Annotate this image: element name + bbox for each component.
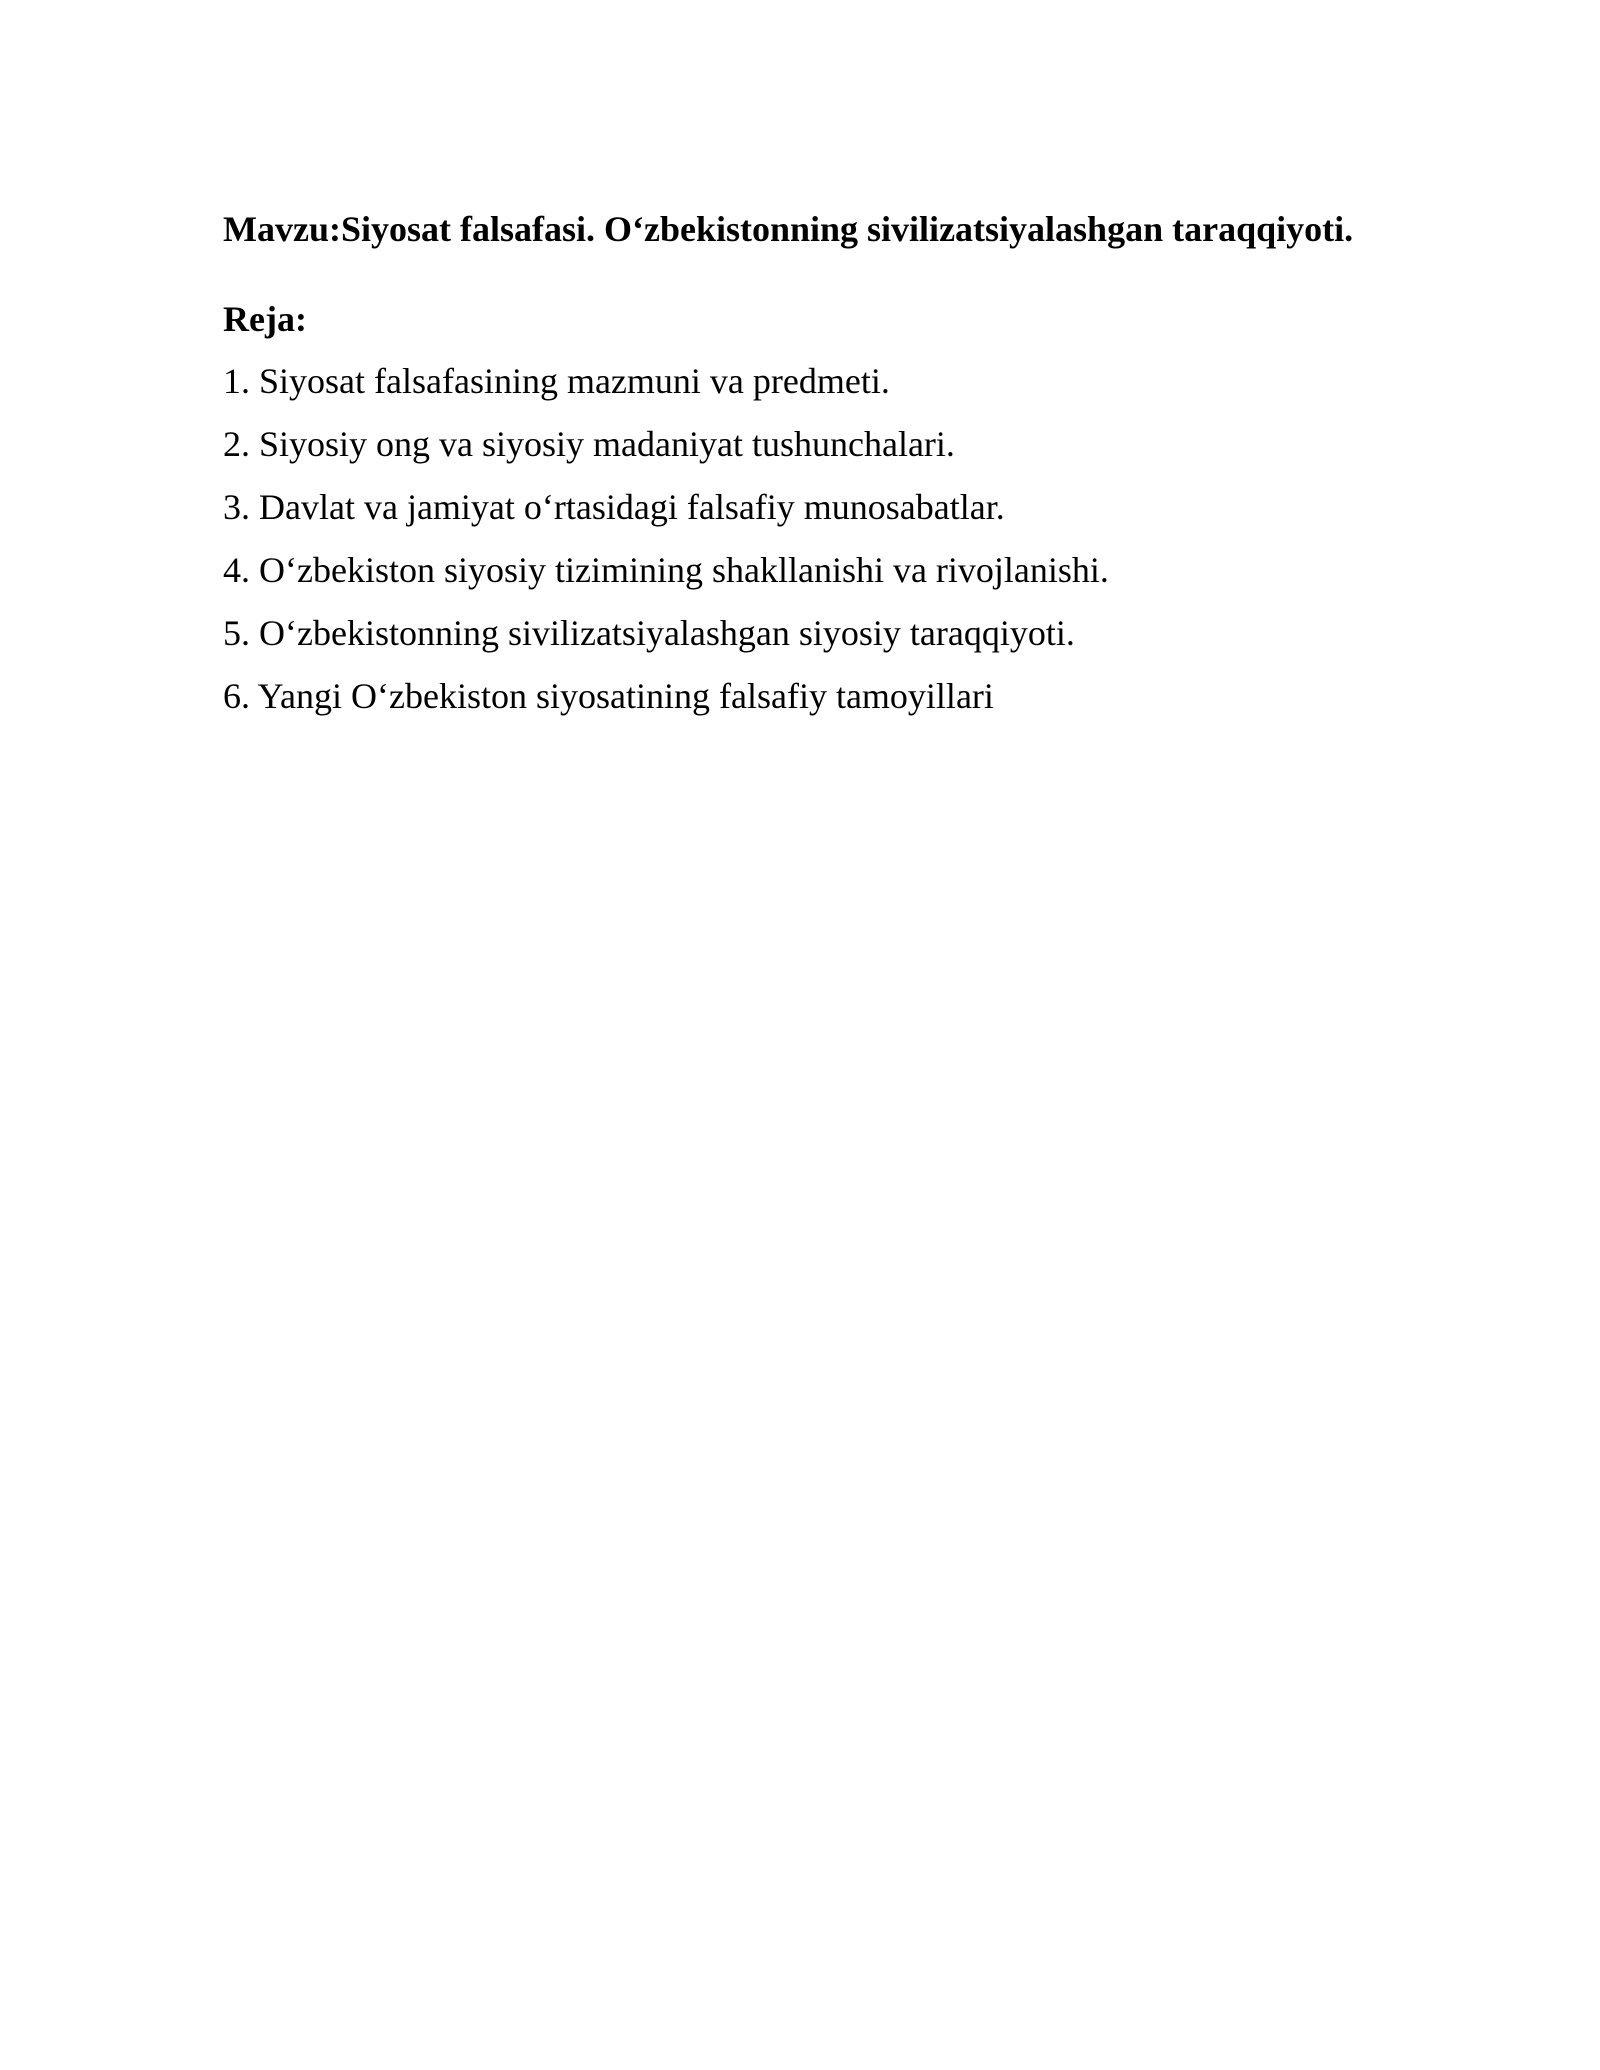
plan-item-6: 6. Yangi O‘zbekiston siyosatining falsafiy tamoyillari — [223, 676, 994, 716]
plan-item-1: 1. Siyosat falsafasining mazmuni va predmeti. — [223, 361, 890, 401]
plan-list — [223, 358, 1483, 719]
plan-item-3: 3. Davlat va jamiyat o‘rtasidagi falsafiy munosabatlar. — [223, 487, 1005, 527]
plan-item-2: 2. Siyosiy ong va siyosiy madaniyat tushunchalari. — [223, 424, 955, 464]
plan-item-4: 4. O‘zbekiston siyosiy tizimining shakllanishi va rivojlanishi. — [223, 550, 1109, 590]
plan-item-5: 5. O‘zbekistonning sivilizatsiyalashgan siyosiy taraqqiyoti. — [223, 613, 1075, 653]
plan-heading: Reja: — [223, 299, 307, 339]
document-body — [223, 206, 1483, 736]
document-title: Mavzu:Siyosat falsafasi. O‘zbekistonning sivilizatsiyalashgan taraqqiyoti. — [223, 209, 1354, 249]
